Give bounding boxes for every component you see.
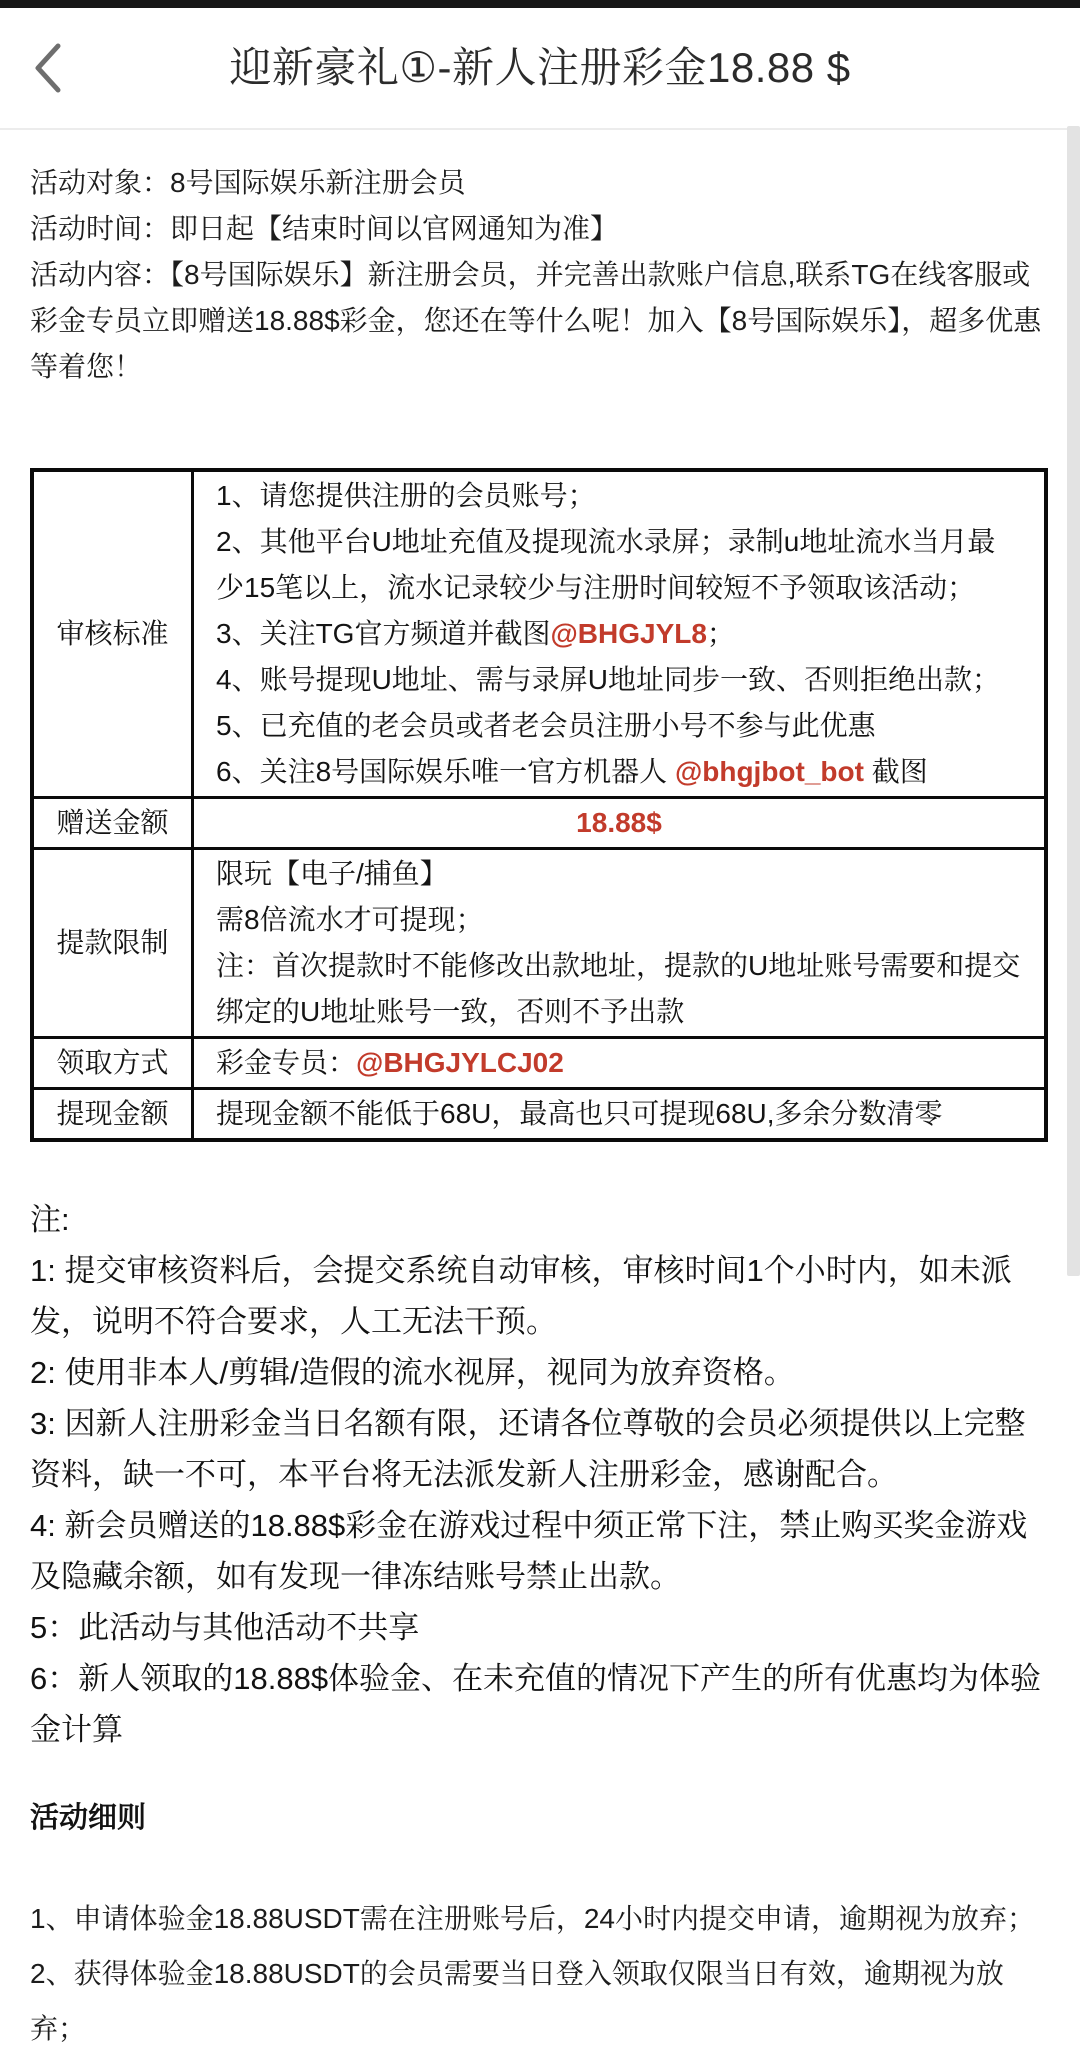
header xyxy=(0,8,1080,130)
text-segment: 截图 xyxy=(863,756,928,787)
table-row xyxy=(32,798,1046,849)
note-item: 2: 使用非本人/剪辑/造假的流水视屏，视同为放弃资格。 xyxy=(30,1355,795,1390)
content xyxy=(0,160,1080,2056)
row-label: 赠送金额 xyxy=(32,798,193,849)
telegram-channel-handle[interactable]: @BHGJYL8 xyxy=(550,618,707,649)
row-content xyxy=(193,798,1047,849)
table-row xyxy=(32,470,1046,798)
text-segment: 彩金专员： xyxy=(216,1047,357,1078)
row-label: 领取方式 xyxy=(32,1038,193,1089)
content-line xyxy=(216,897,1022,943)
row-content xyxy=(193,470,1047,798)
bonus-amount: 18.88$ xyxy=(576,807,662,838)
text-segment: 提现金额不能低于68U，最高也只可提现68U,多余分数清零 xyxy=(216,1098,943,1129)
intro-paragraph: 活动时间：即日起【结束时间以官网通知为准】 xyxy=(30,213,619,244)
details-item: 1、申请体验金18.88USDT需在注册账号后，24小时内提交申请，逾期视为放弃； xyxy=(30,1903,1036,1934)
row-label: 审核标准 xyxy=(32,470,193,798)
intro-section xyxy=(30,160,1050,390)
table-row xyxy=(32,1089,1046,1141)
text-segment: 5、已充值的老会员或者老会员注册小号不参与此优惠 xyxy=(216,710,876,741)
note-item: 6：新人领取的18.88$体验金、在未充值的情况下产生的所有优惠均为体验金计算 xyxy=(30,1661,1042,1747)
chevron-left-icon xyxy=(30,82,64,97)
status-bar xyxy=(0,0,1080,8)
row-content xyxy=(193,849,1047,1038)
text-segment: 3、关注TG官方频道并截图 xyxy=(216,618,551,649)
text-segment: 4、账号提现U地址、需与录屏U地址同步一致、否则拒绝出款； xyxy=(216,664,1001,695)
note-item: 1: 提交审核资料后，会提交系统自动审核，审核时间1个小时内，如未派发，说明不符合要求，人工无法干预。 xyxy=(30,1253,1012,1339)
content-line xyxy=(216,800,1022,846)
content-line xyxy=(216,473,1022,519)
content-line xyxy=(216,703,1022,749)
text-segment: 2、其他平台U地址充值及提现流水录屏；录制u地址流水当月最少15笔以上，流水记录较少与注册时间较短不予领取该活动； xyxy=(216,526,996,603)
intro-paragraph: 活动内容：【8号国际娱乐】新注册会员，并完善出款账户信息,联系TG在线客服或彩金专员立即赠送18.88$彩金，您还在等什么呢！加入【8号国际娱乐】，超多优惠等着您！ xyxy=(30,259,1042,382)
text-segment: 1、请您提供注册的会员账号； xyxy=(216,480,596,511)
content-line xyxy=(216,611,1022,657)
text-segment: 需8倍流水才可提现； xyxy=(216,904,484,935)
row-content xyxy=(193,1089,1047,1141)
telegram-bot-handle[interactable]: @bhgjbot_bot xyxy=(674,756,864,787)
row-label: 提现金额 xyxy=(32,1089,193,1141)
promo-table xyxy=(30,468,1048,1142)
content-line xyxy=(216,1091,1022,1137)
intro-paragraph: 活动对象：8号国际娱乐新注册会员 xyxy=(30,167,466,198)
content-line xyxy=(216,1040,1022,1086)
details-item: 2、获得体验金18.88USDT的会员需要当日登入领取仅限当日有效，逾期视为放弃； xyxy=(30,1958,1004,2044)
scrollbar-thumb[interactable] xyxy=(1067,126,1080,1276)
content-line xyxy=(216,519,1022,611)
text-segment: 限玩【电子/捕鱼】 xyxy=(216,858,448,889)
text-segment: 注：首次提款时不能修改出款地址，提款的U地址账号需要和提交绑定的U地址账号一致，否则不予出款 xyxy=(216,950,1021,1027)
row-content xyxy=(193,1038,1047,1089)
note-item: 5：此活动与其他活动不共享 xyxy=(30,1610,420,1645)
row-label: 提款限制 xyxy=(32,849,193,1038)
notes-heading: 注: xyxy=(30,1202,70,1237)
details-list xyxy=(30,1891,1050,2056)
note-item: 4: 新会员赠送的18.88$彩金在游戏过程中须正常下注，禁止购买奖金游戏及隐藏余额，如有发现一律冻结账号禁止出款。 xyxy=(30,1508,1028,1594)
notes-list xyxy=(30,1245,1050,1755)
telegram-agent-handle[interactable]: @BHGJYLCJ02 xyxy=(356,1047,564,1078)
content-line xyxy=(216,943,1022,1035)
page-title: 迎新豪礼①-新人注册彩金18.88 $ xyxy=(229,44,851,91)
notes-section xyxy=(30,1194,1050,1755)
details-section xyxy=(30,1795,1050,2056)
content-line xyxy=(216,851,1022,897)
table-row xyxy=(32,849,1046,1038)
back-button[interactable] xyxy=(24,36,70,100)
details-heading: 活动细则 xyxy=(30,1802,147,1834)
text-segment: 6、关注8号国际娱乐唯一官方机器人 xyxy=(216,756,675,787)
table-row xyxy=(32,1038,1046,1089)
content-line xyxy=(216,657,1022,703)
note-item: 3: 因新人注册彩金当日名额有限，还请各位尊敬的会员必须提供以上完整资料，缺一不可，本平台将无法派发新人注册彩金，感谢配合。 xyxy=(30,1406,1026,1492)
content-line xyxy=(216,749,1022,795)
text-segment: ； xyxy=(706,618,735,649)
